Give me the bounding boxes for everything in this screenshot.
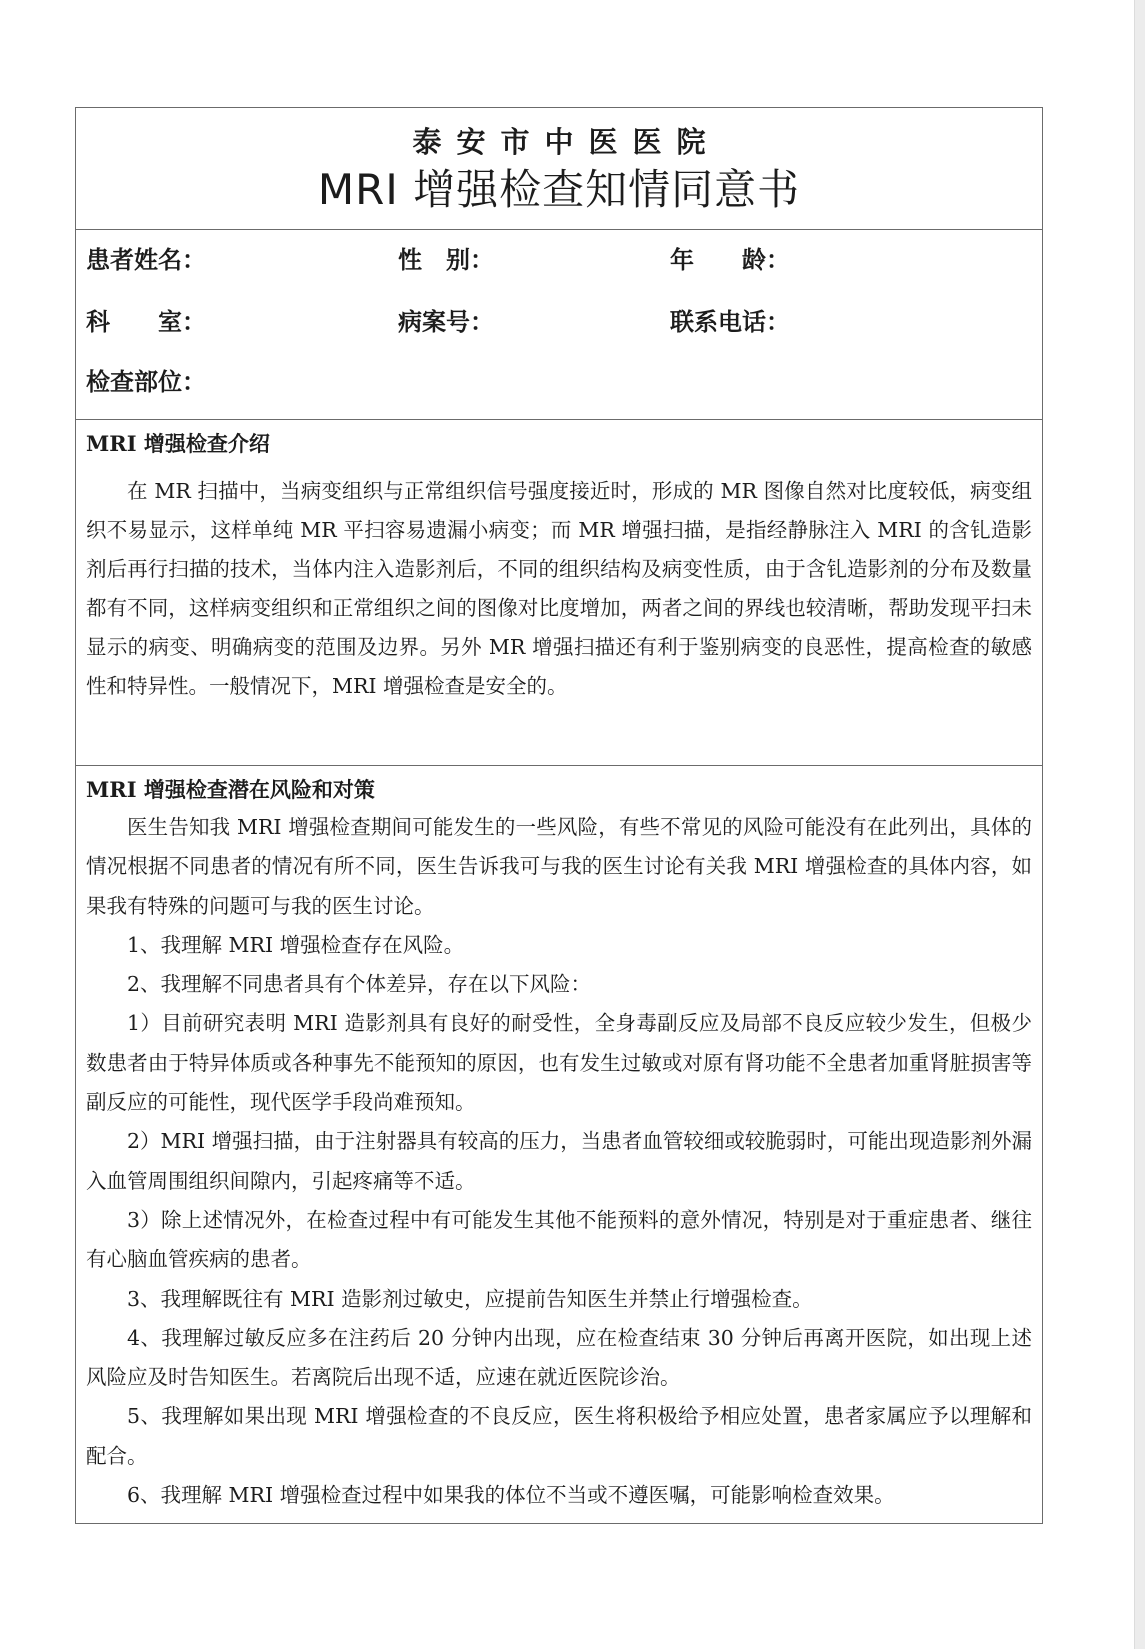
info-row-3 [86,364,1032,400]
document-title: MRI 增强检查知情同意书 [317,165,801,214]
phone-label: 联系电话： [670,308,790,336]
risk-section [76,766,1042,1523]
risk-subitem-2: 2）MRI 增强扫描，由于注射器具有较高的压力，当患者血管较细或较脆弱时，可能出现造影剂外漏入血管周围组织间隙内，引起疼痛等不适。 [86,1129,1032,1193]
consent-form [75,107,1043,1524]
risk-item-1: 1、我理解 MRI 增强检查存在风险。 [127,932,465,957]
department-label: 科 室： [86,308,206,336]
risk-item-6: 6、我理解 MRI 增强检查过程中如果我的体位不当或不遵医嘱，可能影响检查效果。 [127,1483,895,1508]
info-row-2 [86,304,1032,340]
risk-item-2: 2、我理解不同患者具有个体差异，存在以下风险： [127,972,592,997]
risk-paragraph-intro: 医生告知我 MRI 增强检查期间可能发生的一些风险，有些不常见的风险可能没有在此列出，具体的情况根据不同患者的情况有所不同，医生告诉我可与我的医生讨论有关我 MRI 增强检查的具体内容，如果我有特殊的问题可与我的医生讨论。 [86,815,1032,918]
intro-paragraph: 在 MR 扫描中，当病变组织与正常组织信号强度接近时，形成的 MR 图像自然对比度较低，病变组织不易显示，这样单纯 MR 平扫容易遗漏小病变；而 MR 增强扫描，是指经静脉注入 MRI 的含钆造影剂后再行扫描的技术，当体内注入造影剂后，不同的组织结构及病变性质，由于含钆造影剂的分布及数量都有不同，这样病变组织和正常组织之间的图像对比度增加，两者之间的界线也较清晰，帮助发现平扫未显示的病变、明确病变的范围及边界。另外 MR 增强扫描还有利于鉴别病变的良恶性，提高检查的敏感性和特异性。一般情况下，MRI 增强检查是安全的。 [86,479,1032,698]
gender-label: 性 别： [398,246,494,274]
risk-subitem-1: 1）目前研究表明 MRI 造影剂具有良好的耐受性，全身毒副反应及局部不良反应较少发生，但极少数患者由于特异体质或各种事先不能预知的原因，也有发生过敏或对原有肾功能不全患者加重肾脏损害等副反应的可能性，现代医学手段尚难预知。 [86,1011,1032,1115]
hospital-name: 泰安市中医医院 [412,125,721,159]
patient-info-section [76,230,1042,420]
intro-title: MRI 增强检查介绍 [86,431,270,456]
intro-section [76,420,1042,766]
record-number-label: 病案号： [398,308,494,336]
age-label: 年 龄： [670,246,790,274]
risk-item-3: 3、我理解既往有 MRI 造影剂过敏史，应提前告知医生并禁止行增强检查。 [127,1286,813,1311]
exam-site-label: 检查部位： [86,368,206,396]
risk-title: MRI 增强检查潜在风险和对策 [86,777,375,802]
info-row-1 [86,242,1032,278]
form-header [76,108,1042,230]
risk-subitem-3: 3）除上述情况外，在检查过程中有可能发生其他不能预料的意外情况，特别是对于重症患者、继往有心脑血管疾病的患者。 [86,1207,1032,1272]
page-edge [1134,0,1145,1649]
patient-name-label: 患者姓名： [86,246,206,274]
risk-item-4: 4、我理解过敏反应多在注药后 20 分钟内出现，应在检查结束 30 分钟后再离开医院，如出现上述风险应及时告知医生。若离院后出现不适，应速在就近医院诊治。 [86,1325,1032,1390]
risk-item-5: 5、我理解如果出现 MRI 增强检查的不良反应，医生将积极给予相应处置，患者家属应予以理解和配合。 [86,1404,1032,1468]
